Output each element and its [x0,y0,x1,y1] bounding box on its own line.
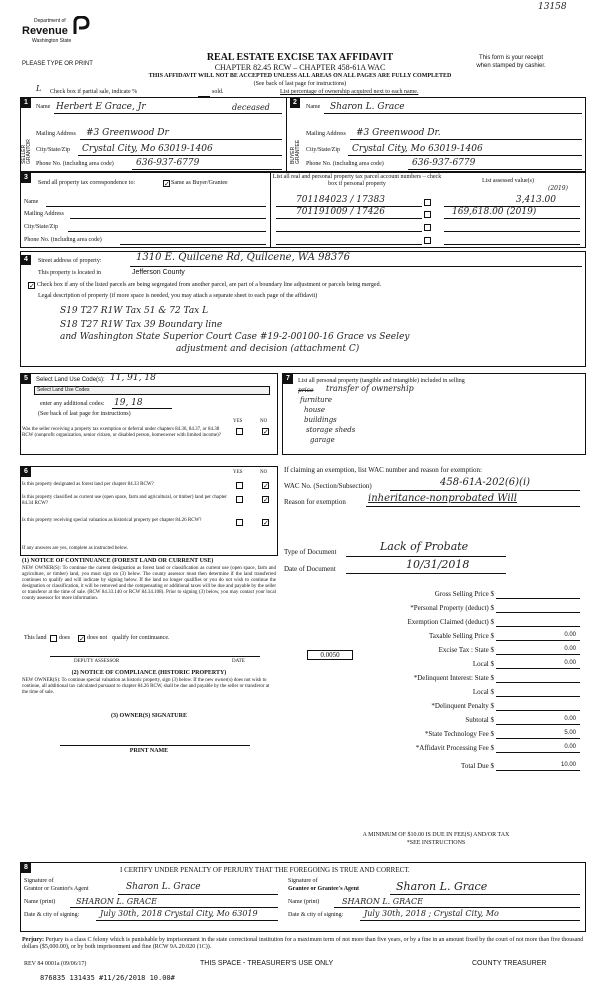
grantee-date-place: July 30th, 2018 ; Crystal City, Mo [364,909,499,918]
legal-label: Legal description of property (if more space is needed, you may attach a separate sheet to each page of the affidavit) [38,293,318,299]
name-print-left-label: Name (print) [24,899,56,905]
historic-yes-checkbox[interactable] [236,519,243,526]
no-label-6: NO [260,470,268,475]
list-pct-label: List percentage of ownership acquired next to each name. [280,89,419,95]
parcel-3-checkbox[interactable] [424,224,431,231]
personal-property-label: List all personal property (tangible and intangible) included in selling [298,378,465,384]
current-use-no-checkbox[interactable]: ✓ [263,496,269,504]
send-label: Send all property tax correspondence to: [38,180,136,186]
seller-phone-value: 636-937-6779 [136,158,200,168]
date-place-left-label: Date & city of signing: [24,912,80,918]
if-yes-note: If any answers are yes, complete as instructed below. [22,546,129,551]
perjury-label: Perjury: [22,937,44,943]
stamp-number: 13158 [538,2,567,12]
grantee-name-print: SHARON L. GRACE [342,897,423,906]
form-chapter: CHAPTER 82.45 RCW – CHAPTER 458-61A WAC [214,63,386,72]
sig-left-label-a: Signature of [24,878,54,884]
seller-mailing-value: #3 Greenwood Dr [86,128,169,138]
parcel-2-checkbox[interactable] [424,211,431,218]
legal-line-1: S19 T27 R1W Tax 51 & 72 Tax L [60,306,209,316]
assessed-header: List assessed value(s) [482,178,534,184]
street-label: Street address of property: [38,258,102,264]
certify-statement: I CERTIFY UNDER PENALTY OF PERJURY THAT THE FOREGOING IS TRUE AND CORRECT. [120,866,410,874]
receipt-stamp: 876835 131435 #11/26/2018 10.00# [40,974,175,982]
sig-right-label-b: Grantee or Grantee's Agent [288,886,360,892]
parcel-1-value: 3,413.00 [515,195,556,205]
additional-codes-label: enter any additional codes: [40,401,105,407]
buyer-name-value: Sharon L. Grace [330,102,405,112]
partial-check-label: Check box if partial sale, indicate % [50,89,138,95]
seller-name-label: Name [36,104,51,110]
seller-name-value: Herbert E Grace, Jr [56,102,146,112]
treasurer-only: THIS SPACE - TREASURER'S USE ONLY [200,960,334,967]
parcel-2-value: 169,618.00 (2019) [452,207,537,217]
same-as-buyer-label: Same as Buyer/Grantee [171,180,228,186]
logo-line2: Revenue [22,25,68,37]
section-6-top [20,466,278,556]
parcel-1-checkbox[interactable] [424,199,431,206]
owner-signature-label: (3) OWNER(S) SIGNATURE [111,713,187,719]
buyer-side-label: BUYER GRANTEE [290,139,301,164]
sig-left-label-b: Grantor or Grantor's Agent [24,886,89,892]
rev-number: REV 84 0001a (09/06/17) [24,961,87,967]
land-use-value: 11, 91, 18 [110,373,156,383]
located-label: This property is located in [38,270,101,276]
corr-phone-label: Phone No. (including area code) [24,237,102,243]
county-treasurer: COUNTY TREASURER [472,960,547,967]
section-3-num: 3 [21,173,31,183]
logo-line3: Washington State [32,38,72,44]
select-land-use-button[interactable]: Select Land Use Codes [34,386,270,395]
pp-item-0: transfer of ownership [326,384,414,393]
perjury-text: Perjury is a class C felony which is punishable by imprisonment in the state correctional institution for a maximum term of not more than five years, or by a fine in an amount fixed by the court of not more than five thousand dollars ($5,000.00), or by both imprisonment and fine (RCW 9A.20.020 (1C)). [22,937,584,950]
form-title: REAL ESTATE EXCISE TAX AFFIDAVIT [206,52,394,63]
reason-label: Reason for exemption [284,498,346,506]
corr-name-label: Name [24,199,39,205]
revenue-swirl-icon [72,16,90,36]
section-7-num: 7 [283,374,293,384]
exemption-yes-checkbox[interactable] [236,428,243,435]
logo-line1: Department of [34,18,66,24]
tax-row-label: Local $ [472,660,494,668]
seller-city-value: Crystal City, Mo 63019-1406 [82,144,213,154]
additional-codes-value: 19, 18 [114,398,143,408]
no-label-5: NO [260,419,268,424]
notice2-title: (2) NOTICE OF COMPLIANCE (HISTORIC PROPERTY) [71,670,227,676]
tax-row-value: 10.00 [560,762,576,768]
doc-date-value: 10/31/2018 [406,558,470,571]
section-5-num: 5 [21,374,31,384]
corr-mailing-label: Mailing Address [24,211,64,217]
seller-phone-label: Phone No. (including area code) [36,161,114,167]
legal-line-4: adjustment and decision (attachment C) [176,344,360,354]
buyer-city-value: Crystal City, Mo 63019-1406 [352,144,483,154]
see-back-5: (See back of last page for instructions) [38,411,131,417]
seller-city-label: City/State/Zip [36,147,70,153]
land-use-label: Select Land Use Code(s): [36,377,105,383]
section-2-num: 2 [290,98,300,108]
local-rate-box: 0.0050 [307,650,353,660]
historic-question: Is this property receiving special valuation as historical property per chapter 84.26 RCW? [22,518,202,523]
see-instructions: *SEE INSTRUCTIONS [406,840,466,846]
seller-side-label: SELLER GRANTOR [21,139,32,164]
pp-item-5: garage [310,436,335,444]
historic-no-checkbox[interactable]: ✓ [263,519,269,527]
does-label: does [59,635,70,641]
this-land-label: This land [24,635,47,641]
parcel-4-checkbox[interactable] [424,237,431,244]
doc-type-value: Lack of Probate [380,540,469,553]
parcel-header: List all real and personal property tax parcel account numbers – check box if personal property [272,174,442,187]
section-1-num: 1 [21,98,31,108]
partial-mark: L [36,84,42,93]
assessed-year-note: (2019) [548,185,568,192]
buyer-mailing-value: #3 Greenwood Dr. [356,128,441,138]
same-as-buyer-checkbox[interactable]: ✓ [164,180,170,188]
tax-row-label: *State Technology Fee $ [424,730,494,738]
does-not-label: does not [87,635,108,641]
buyer-city-label: City/State/Zip [306,147,340,153]
grantor-signature: Sharon L. Grace [126,882,201,892]
tax-row-value: 0.00 [564,744,576,750]
wac-value: 458-61A-202(6)(i) [440,477,531,488]
see-back: (See back of last page for instructions) [253,81,347,87]
minimum-note: A MINIMUM OF $10.00 IS DUE IN FEE(S) AND/OR TAX [362,832,510,838]
tax-row-label: *Delinquent Interest: State $ [413,674,494,682]
print-name-label: PRINT NAME [129,748,169,754]
pp-item-1: furniture [300,396,333,404]
date-label-6: DATE [232,659,245,664]
section-6-num: 6 [21,467,31,477]
county-value: Jefferson County [132,269,185,276]
yes-label-6: YES [233,470,243,475]
tax-row-value: 0.00 [564,632,576,638]
yes-label-5: YES [233,419,243,424]
legal-line-3: and Washington State Superior Court Case #19-2-00100-16 Grace vs Seeley [60,332,410,342]
section-8-num: 8 [21,863,31,873]
street-value: 1310 E. Quilcene Rd, Quilcene, WA 98376 [136,252,350,263]
tax-row-value: 0.00 [564,716,576,722]
forest-yes-checkbox[interactable] [236,482,243,489]
current-use-question: Is this property classified as current use (open space, farm and agricultural, or timber) land per chapter 84.34 RCW? [22,495,227,506]
please-type: PLEASE TYPE OR PRINT [22,61,93,67]
tax-row-label: Taxable Selling Price $ [428,632,494,640]
pp-item-3: buildings [304,416,337,424]
tax-row-label: Exemption Claimed (deduct) $ [407,618,494,626]
buyer-phone-label: Phone No. (including area code) [306,161,384,167]
section-4-num: 4 [21,255,31,265]
tax-row-label: Total Due $ [461,762,494,770]
buyer-name-label: Name [306,104,321,110]
forest-no-checkbox[interactable]: ✓ [263,482,269,490]
tax-row-value: 0.00 [564,646,576,652]
buyer-phone-value: 636-937-6779 [412,158,476,168]
tax-row-label: *Personal Property (deduct) $ [410,604,494,612]
exemption-no-checkbox[interactable]: ✓ [263,428,269,436]
notice1-title: (1) NOTICE OF CONTINUANCE (FOREST LAND OR CURRENT USE) [22,558,214,564]
receipt-note1: This form is your receipt [478,55,544,61]
sold-label: sold. [212,89,224,95]
pp-item-2: house [304,406,325,414]
date-place-right-label: Date & city of signing: [288,912,344,918]
segregated-checkbox[interactable]: ✓ [29,282,35,290]
buyer-mailing-label: Mailing Address [306,131,346,137]
parcel-1-number: 701184023 / 17383 [296,195,385,205]
exemption-question: Was the seller receiving a property tax exemption or deferral under chapters 84.36, 84.37, or 84.38 RCW (nonprofit organization, senior citizen, or disabled person, homeowner with limited income)? [22,427,221,438]
tax-row-value: 0.00 [564,660,576,666]
segregated-label: Check box if any of the listed parcels are being segregated from another parcel, are part of a boundary line adjustment or parcels being merged. [37,282,382,288]
reason-value: inheritance-nonprobated Will [368,493,517,504]
forest-question: Is this property designated as forest land per chapter 84.33 RCW? [22,482,154,487]
deputy-assessor-label: DEPUTY ASSESSOR [74,659,120,664]
name-print-right-label: Name (print) [288,899,320,905]
tax-row-label: *Delinquent Penalty $ [431,702,494,710]
current-use-yes-checkbox[interactable] [236,496,243,503]
tax-row-label: *Affidavit Processing Fee $ [415,744,494,752]
receipt-note2: when stamped by cashier. [476,63,546,69]
seller-deceased: deceased [232,103,270,112]
qualify-label: qualify for continuance. [112,635,170,641]
wac-label: WAC No. (Section/Subsection) [284,482,372,490]
doc-date-label: Date of Document [284,565,336,573]
exemption-claim-label: If claiming an exemption, list WAC number and reason for exemption: [284,466,482,474]
does-checkbox[interactable] [50,635,57,642]
parcel-2-number: 701191009 / 17426 [296,207,385,217]
tax-row-value: 5.00 [564,730,576,736]
corr-city-label: City/State/Zip [24,224,58,230]
tax-row-label: Gross Selling Price $ [434,590,494,598]
legal-line-2: S18 T27 R1W Tax 39 Boundary line [60,320,223,330]
price-strike: price [298,387,314,394]
tax-row-label: Subtotal $ [465,716,494,724]
dor-logo [22,14,92,54]
grantee-signature: Sharon L. Grace [396,880,488,893]
form-warning: THIS AFFIDAVIT WILL NOT BE ACCEPTED UNLESS ALL AREAS ON ALL PAGES ARE FULLY COMPLETED [148,73,452,79]
tax-row-label: Local $ [472,688,494,696]
notice2-text: NEW OWNER(S): To continue special valuation as historic property, sign (3) below. If the new owner(s) does not wish to continue, all additional tax calculated pursuant to chapter 84.26 RCW, shall be due and payable by the seller or transferor at the time of sale. [22,678,270,695]
does-not-checkbox[interactable]: ✓ [79,635,85,643]
notice1-text: NEW OWNER(S): To continue the current designation as forest land or classification as current use (open space, farm and agriculture, or timber) land, you must sign on (3) below. The county assessor must then determine if the land transferred continues to qualify and will indicate by signing below. If the land no longer qualifies or you do not wish to continue the designation or classification, it will be removed and the compensating or additional taxes will be due and payable by the seller or transferor at the time of sale. (RCW 84.33.140 or RCW 84.34.108). Prior to signing (3) below, you may contact your local county assessor for more information. [22,566,276,601]
grantor-date-place: July 30th, 2018 Crystal City, Mo 63019 [100,909,258,918]
tax-row-label: Excise Tax : State $ [438,646,494,654]
pp-item-4: storage sheds [306,426,356,434]
sig-right-label-a: Signature of [288,878,318,884]
seller-mailing-label: Mailing Address [36,131,76,137]
grantor-name-print: SHARON L. GRACE [76,897,157,906]
doc-type-label: Type of Document [284,548,337,556]
